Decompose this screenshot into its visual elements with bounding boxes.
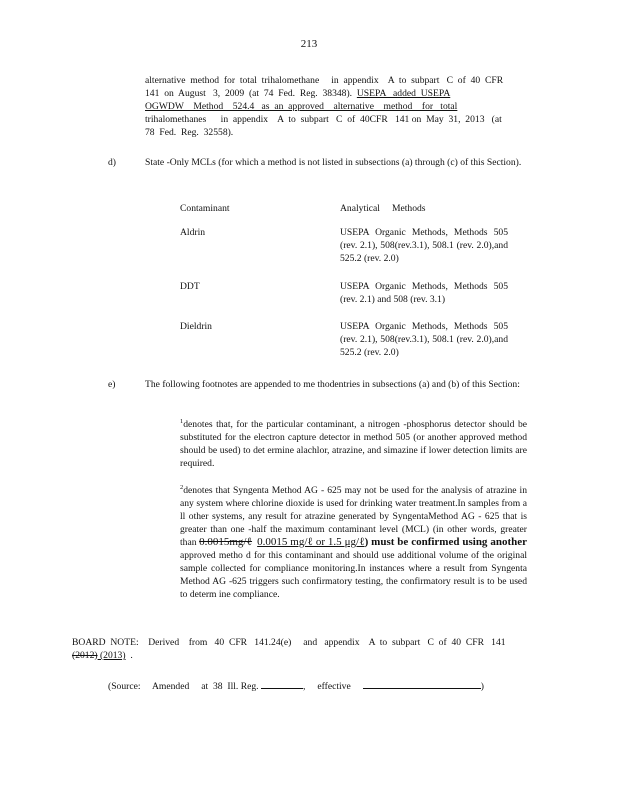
footnote-2-inserted-bold: ) must be confirmed using another [364,536,527,548]
footnote-1 [180,418,527,470]
table-row-methods: USEPA Organic Methods, Methods 505 (rev. 2.1) and 508 (rev. 3.1) [340,281,508,305]
section-d-text: State -Only MCLs (for which a method is not listed in subsections (a) through (c) of this Section). [145,157,522,168]
section-d-label: d) [108,157,116,168]
table-row-methods: USEPA Organic Methods, Methods 505 (rev. 2.1), 508(rev.3.1), 508.1 (rev. 2.0),and 525.2 (rev. 2.0) [340,227,508,264]
source-amended: Amended at 38 Ill. Reg. [151,681,259,692]
intro-line-2 [145,87,535,100]
intro-inserted-line: OGWDW Method 524.4 as an approved alternative method for total [145,101,458,112]
intro-line-2-text: 141 on August 3, 2009 (at 74 Fed. Reg. 38348). [145,88,357,99]
footnote-2-inserted-value: 0.0015 mg/ℓ or 1.5 μg/ℓ [257,536,365,548]
intro-inserted-text: USEPA added USEPA [356,88,451,99]
footnote-2-marker: 2 [180,483,184,491]
board-note-line-1: BOARD NOTE: Derived from 40 CFR 141.24(e) and appendix A to subpart C of 40 CFR 141 [72,637,506,648]
board-note-end: . [125,650,133,661]
intro-line-4: trihalomethanes in appendix A to subpart C of 40CFR 141 on May 31, 2013 (at [145,114,502,125]
section-e-label: e) [108,379,116,390]
board-note-struck-year: (2012) [72,650,98,661]
intro-line-5: 78 Fed. Reg. 32558). [145,127,234,138]
board-note-line-2 [72,649,532,662]
footnote-2-struck-value: 0.0015mg/ℓ [199,536,253,548]
intro-paragraph [145,74,535,139]
source-prefix: (Source: [108,681,141,692]
source-line: (Source: Amended at 38 Ill. Reg. , effective ) [108,678,528,693]
footnote-1-marker: 1 [180,417,184,425]
register-blank [261,678,303,689]
footnote-2 [180,484,527,601]
section-e-text: The following footnotes are appended to me thodentries in subsections (a) and (b) of this Section: [145,379,520,390]
source-close: ) [480,681,484,692]
footnote-2-text-b: approved metho d for this contaminant and should use additional volume of the original sample collected for compliance monitoring.In instances where a result from Syngenta Method AG -625 triggers such confirmatory testing, the confirmatory result is to be used to determ ine compliance. [180,550,527,600]
table-header-contaminant: Contaminant [180,203,230,214]
intro-line-1: alternative method for total trihalomethane in appendix A to subpart C of 40 CFR [145,75,504,86]
footnote-1-text: denotes that, for the particular contaminant, a nitrogen -phosphorus detector should be substituted for the electron capture detector in method 505 (or another approved method should be used) to det ermine alachlor, atrazine, and simazine if lower detection limits are required. [180,419,527,469]
table-row-contaminant: Aldrin [180,227,206,238]
board-note-inserted-year: (2013) [97,650,126,661]
table-header-methods: Analytical Methods [340,203,426,214]
source-effective: effective [317,681,351,692]
footnote-2-text-a: denotes that Syngenta Method AG - 625 may not be used for the analysis of atrazine in any system where chlorine dioxide is used for drinking water treatment.In samples from a ll other systems, any result for atrazine generated by SyngentaMethod AG - 625 that is greater than one -half the maximum contaminant level (MCL) (in other words, greater than [180,485,527,548]
table-row-contaminant: DDT [180,281,200,292]
effective-date-blank [363,678,481,689]
table-row-contaminant: Dieldrin [180,321,212,332]
page-number: 213 [300,38,318,50]
board-note [72,636,532,662]
table-row-methods: USEPA Organic Methods, Methods 505 (rev. 2.1), 508(rev.3.1), 508.1 (rev. 2.0),and 525.2 (rev. 2.0) [340,321,508,358]
